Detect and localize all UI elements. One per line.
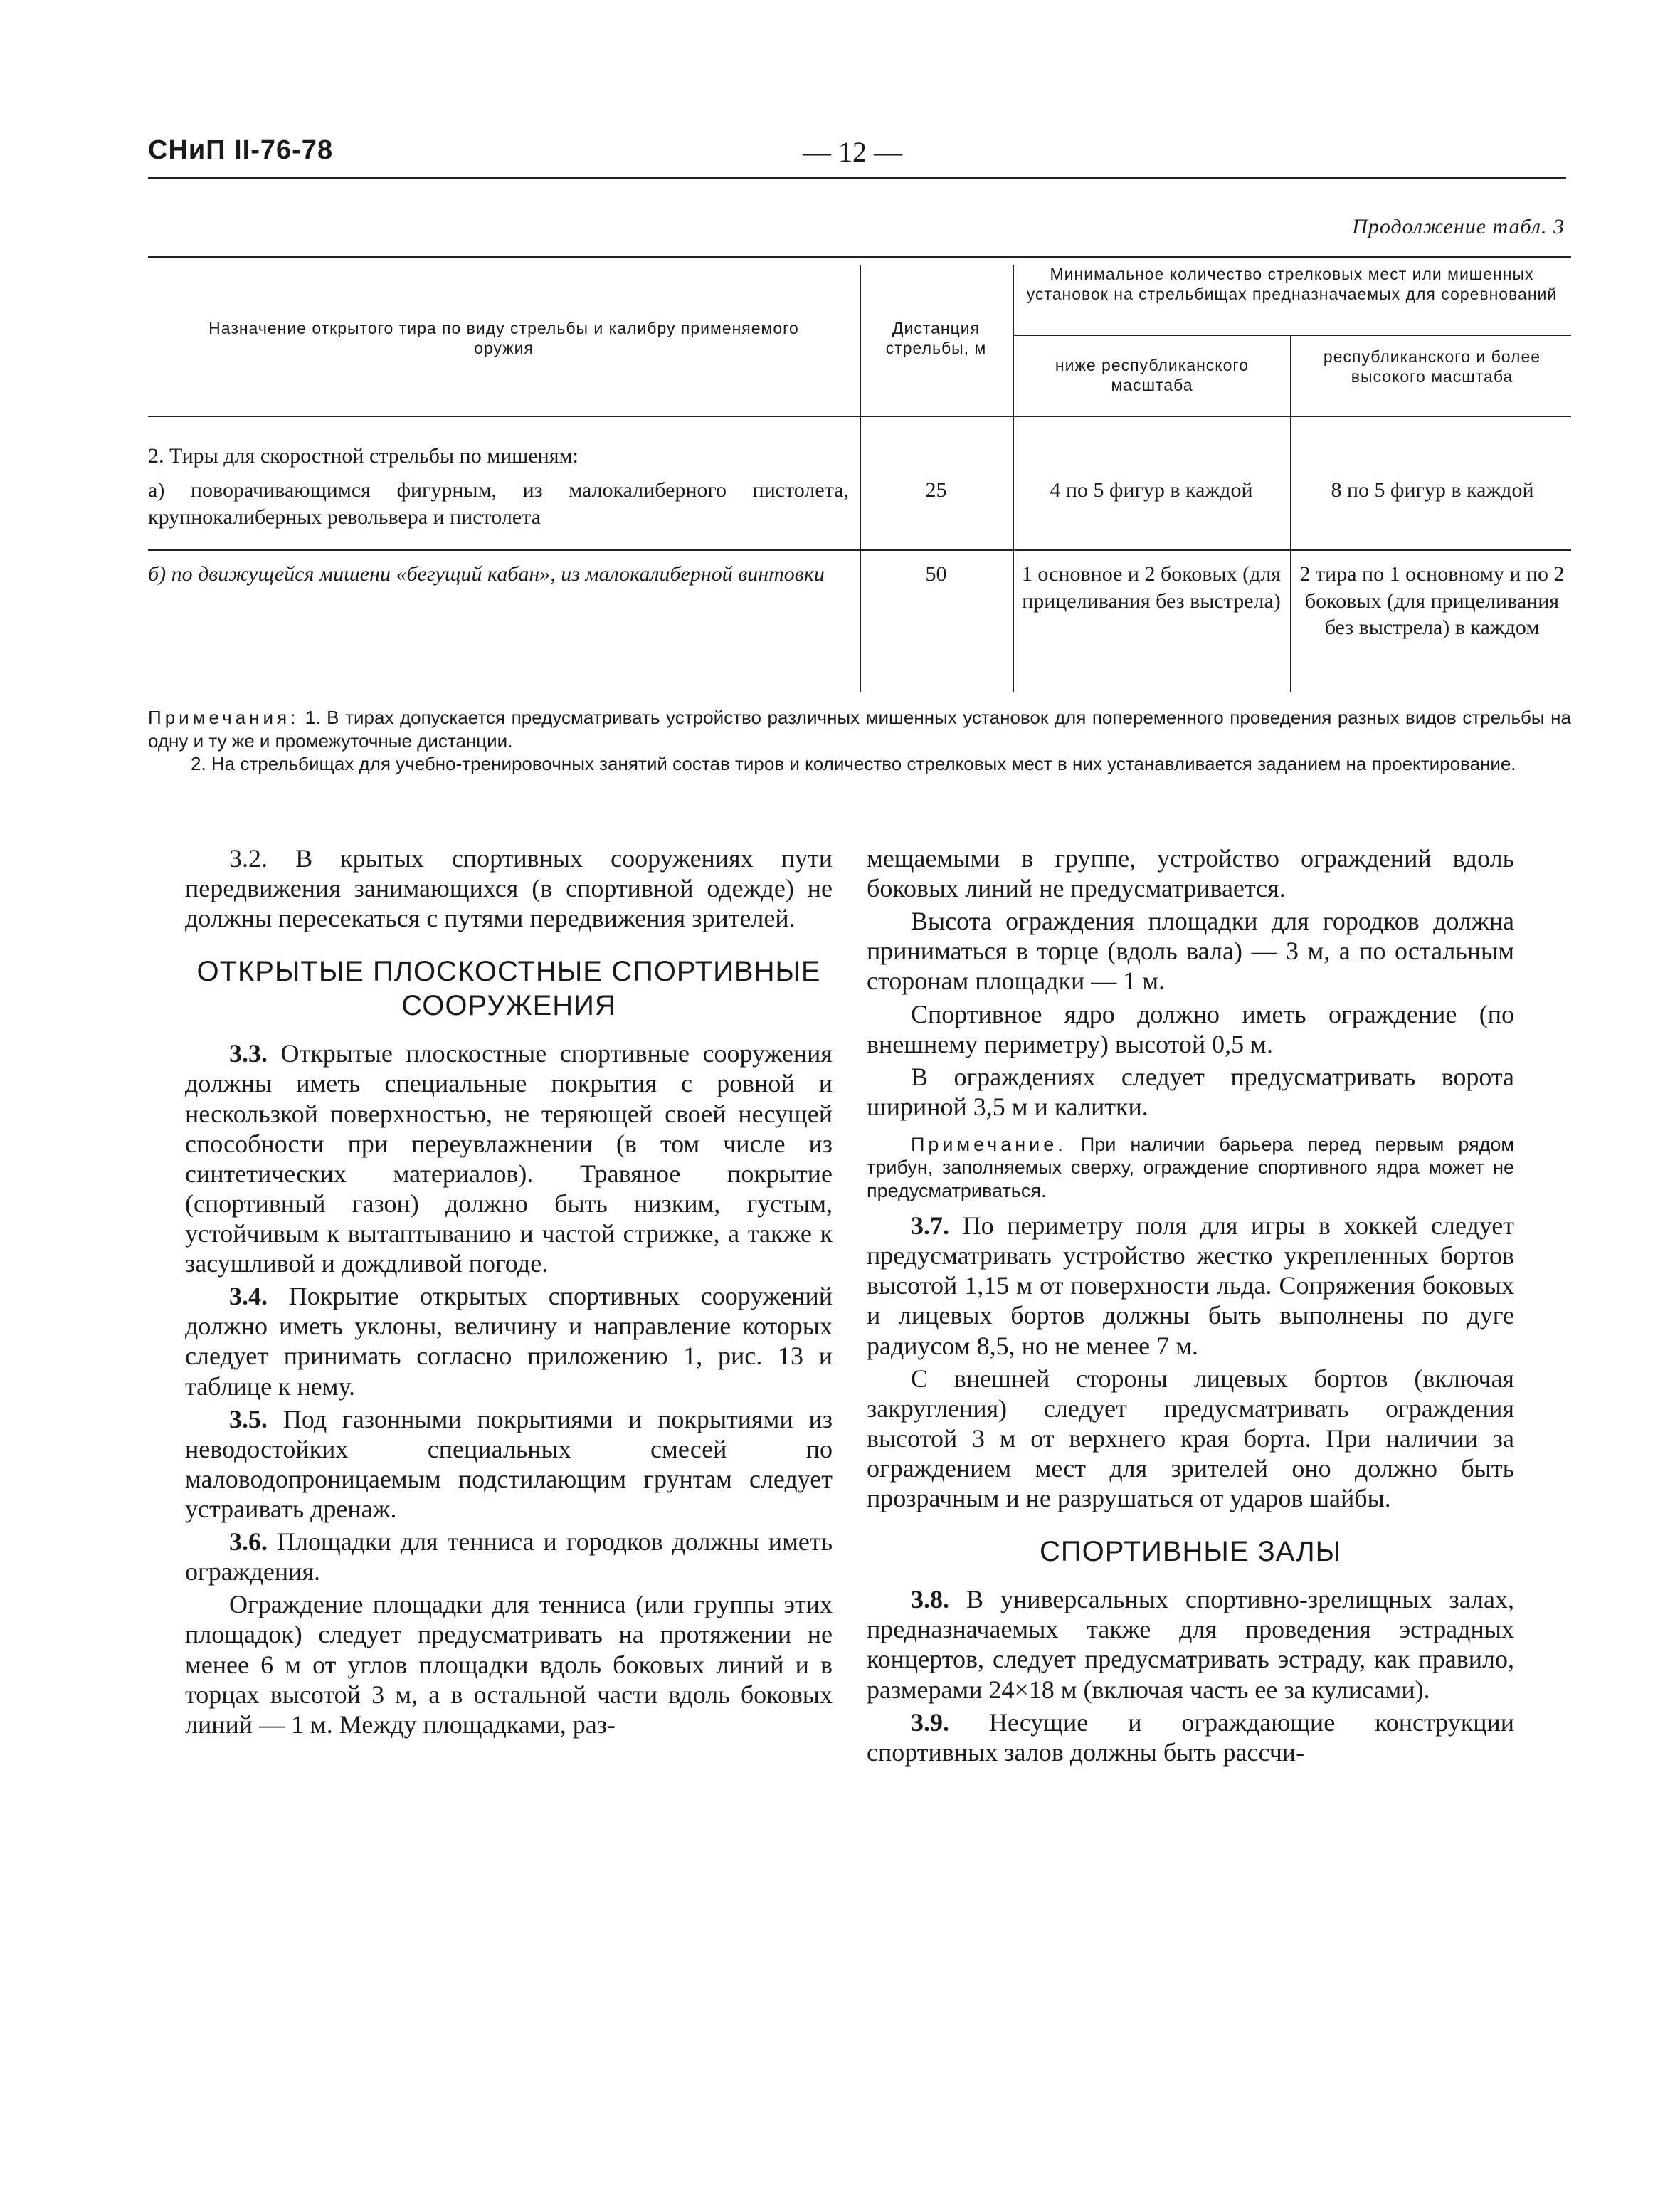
paragraph-3-6-core: Спортивное ядро должно иметь ограждение (по внешнему периметру) высотой 0,5 м.	[867, 999, 1514, 1058]
row-b-higher: 2 тира по 1 основному и по 2 боковых (для прицеливания без выстрела) в каждом	[1299, 562, 1565, 639]
page-number: — 12 —	[803, 136, 902, 168]
paragraph-3-9: 3.9. Несущие и ограждающие конструкции спортивных залов должны быть рассчи-	[867, 1707, 1514, 1767]
table-notes	[148, 706, 1571, 776]
header-distance: Дистанция стрельбы, м	[885, 319, 987, 357]
table-col-divider	[1013, 265, 1014, 692]
section-heading-sports-halls: СПОРТИВНЫЕ ЗАЛЫ	[1040, 1536, 1341, 1568]
section-heading-open-facilities: ОТКРЫТЫЕ ПЛОСКОСТНЫЕ СПОРТИВНЫЕ СООРУЖЕНИЯ	[196, 956, 821, 1022]
row-b-purpose: б) по движущейся мишени «бегущий кабан», из малокалиберной винтовки	[148, 562, 825, 586]
paragraph-3-8: 3.8. В универсальных спортивно-зрелищных залах, предназначаемых также для проведения эстрадных концертов, следует предусматривать эстраду, как правило, размерами 24×18 м (включая часть ее за кулисами).	[867, 1585, 1514, 1704]
header-below-republic: ниже республиканского масштаба	[1055, 356, 1250, 394]
note-1: Примечания: 1. В тирах допускается предусматривать устройство различных мишенных установок для попеременного проведения разных видов стрельбы на одну и ту же и промежуточные дистанции.	[148, 707, 1571, 752]
page-header	[148, 135, 1566, 178]
row-b-below: 1 основное и 2 боковых (для прицеливания без выстрела)	[1021, 562, 1282, 613]
header-rule	[148, 177, 1566, 179]
table-col-divider	[1290, 335, 1291, 692]
row-b-distance: 50	[925, 562, 947, 586]
paragraph-3-7: 3.7. По периметру поля для игры в хоккей следует предусматривать устройство жестко укрепленных бортов высотой 1,15 м от поверхности льда. Сопряжения боковых и лицевых бортов должны быть выполнены по дуге радиусом 8,5, но не менее 7 м.	[867, 1211, 1514, 1360]
table-header-rule	[148, 416, 1571, 417]
paragraph-3-4: 3.4. Покрытие открытых спортивных сооружений должно иметь уклоны, величину и направление которых следует принимать согласно приложению 1, рис. 13 и таблице к нему.	[185, 1282, 833, 1401]
left-column	[185, 843, 833, 1742]
header-republic-higher: республиканского и более высокого масштаба	[1323, 347, 1541, 386]
header-purpose: Назначение открытого тира по виду стрельбы и калибру применяемого оружия	[208, 319, 799, 357]
right-column	[867, 843, 1514, 1770]
notes-label: Примечания:	[148, 707, 300, 728]
note-2: 2. На стрельбищах для учебно-тренировочных занятий состав тиров и количество стрелковых мест в них устанавливается заданием на проектирование.	[191, 753, 1516, 774]
table-row-rule	[148, 549, 1571, 551]
paragraph-3-6: 3.6. Площадки для тенниса и городков должны иметь ограждения.	[185, 1527, 833, 1586]
header-min-places: Минимальное количество стрелковых мест или мишенных установок на стрельбищах предназначаемых для соревнований	[1026, 265, 1558, 303]
row-a-below: 4 по 5 фигур в каждой	[1050, 478, 1253, 502]
paragraph-3-6-cont: мещаемыми в группе, устройство ограждений вдоль боковых линий не предусматривается.	[867, 844, 1514, 903]
table-section-title: 2. Тиры для скоростной стрельбы по мишеням:	[148, 444, 579, 468]
row-a-purpose: а) поворачивающимся фигурным, из малокалиберного пистолета, крупнокалиберных револьвера и пистолета	[148, 478, 849, 529]
note-fence: Примечание. При наличии барьера перед первым рядом трибун, заполняемых сверху, ограждение спортивного ядра может не предусматриваться.	[867, 1133, 1514, 1201]
row-a-distance: 25	[925, 478, 947, 502]
paragraph-3-6-tennis: Ограждение площадки для тенниса (или группы этих площадок) следует предусматривать на протяжении не менее 6 м от углов площадки вдоль боковых линий и в торцах высотой 3 м, а в остальной части вдоль боковых линий — 1 м. Между площадками, раз-	[185, 1590, 833, 1739]
paragraph-3-6-gorodki: Высота ограждения площадки для городков должна приниматься в торце (вдоль вала) — 3 м, а по остальным сторонам площадки — 1 м.	[867, 907, 1514, 996]
table-top-rule	[148, 256, 1571, 258]
document-code: СНиП II-76-78	[148, 135, 334, 165]
paragraph-3-7-fence: С внешней стороны лицевых бортов (включая закругления) следует предусматривать ограждения высотой 3 м от верхнего края борта. При наличии за ограждением мест для зрителей оно должно быть прозрачным и не разрушаться от ударов шайбы.	[867, 1364, 1514, 1513]
paragraph-3-2: 3.2. В крытых спортивных сооружениях пути передвижения занимающихся (в спортивной одежде) не должны пересекаться с путями передвижения зрителей.	[185, 844, 833, 933]
row-a-higher: 8 по 5 фигур в каждой	[1331, 478, 1534, 502]
table-subheader-rule	[1013, 335, 1571, 336]
table-continuation: Продолжение табл. 3	[1352, 215, 1565, 238]
paragraph-3-5: 3.5. Под газонными покрытиями и покрытиями из неводостойких специальных смесей по маловодопроницаемым подстилающим грунтам следует устраивать дренаж.	[185, 1404, 833, 1523]
table-col-divider	[860, 265, 861, 692]
paragraph-3-3: 3.3. Открытые плоскостные спортивные сооружения должны иметь специальные покрытия с ровной и нескользкой поверхностью, не теряющей своей несущей способности при переувлажнении (в том числе из синтетических материалов). Травяное покрытие (спортивный газон) должно быть низким, густым, устойчивым к вытаптыванию и частой стрижке, а также к засушливой и дождливой погоде.	[185, 1039, 833, 1278]
paragraph-3-6-gates: В ограждениях следует предусматривать ворота шириной 3,5 м и калитки.	[867, 1062, 1514, 1121]
